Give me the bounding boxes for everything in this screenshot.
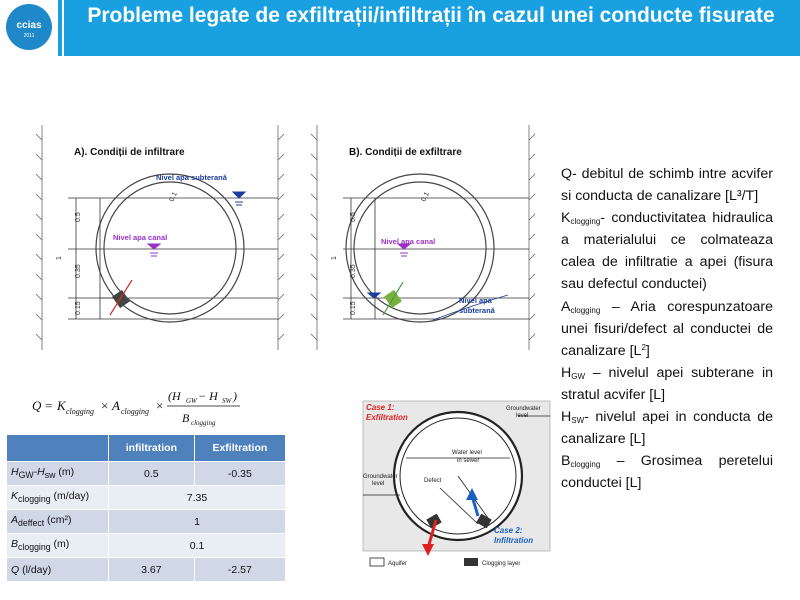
case2-label-1: Case 2: [494,526,523,535]
page-title: Probleme legate de exfiltrații/infiltrații în cazul unei conducte fisurate [87,4,775,27]
dim-035: 0.35 [350,264,357,278]
canal-level-label: Nivel apa canal [113,233,168,242]
diagram-b-title: B). Condiții de exfiltrare [349,147,462,158]
parameters-table [6,434,286,582]
dim-015: 0.15 [75,301,82,315]
cell-infiltration: 3.67 [109,558,195,582]
diagram-infiltration [28,120,293,355]
case1-label-1: Case 1: [366,403,395,412]
formula-q: Q [32,398,42,413]
table-row [7,486,286,510]
table-header-blank [7,435,109,462]
diagram-cases [360,398,553,584]
aquifer-swatch [370,558,384,566]
gw-level-left-1: Groundwater [363,474,398,480]
gw-level-right-2: level [516,413,529,419]
def-a: $A_{clogging}$ – Aria corespunzatoare unei fisuri/defect al conductei de canalizare $[L^2]$ [561,298,773,359]
ground-hatch-right [278,125,284,350]
row-label: $A_{deffect}$ (cm²) [7,510,109,534]
gw-level-label-1: Nivel apa [459,296,492,305]
defect-label: Defect [424,478,442,484]
logo-year: 2011 [23,33,35,39]
formula-k-sub: clogging [66,407,94,416]
formula-num-end: ) [233,389,237,403]
formula-k: K [57,398,66,413]
defect-crack [112,290,130,308]
def-b: $B_{clogging}$ – Grosimea peretelui conductei [L] [561,453,773,492]
row-label: $B_{clogging}$ (m) [7,534,109,558]
gw-level-label: Nivel apa subterană [156,173,227,182]
aquifer-label: Aquifer [388,561,408,567]
definitions-text [561,163,773,494]
water-sewer-2: in sewer [457,458,480,464]
table-row [7,462,286,486]
dim-1: 1 [56,256,63,260]
clogging-swatch [464,558,478,566]
water-sewer-1: Water level [452,450,482,456]
diagram-exfiltration [303,120,543,355]
clogging-layer-label: Clogging layer [482,561,521,567]
cell-exfiltration: -2.57 [194,558,285,582]
table-row [7,510,286,534]
case1-label-2: Exfiltration [366,413,408,422]
cell-merged: 0.1 [109,534,286,558]
gw-level-label-2: subterană [459,306,495,315]
dim-1: 1 [331,256,338,260]
logo [0,0,58,56]
formula-num-mid: − H [198,389,218,403]
dim-015: 0.15 [350,301,357,315]
cell-infiltration: 0.5 [109,462,195,486]
case2-label-2: Infiltration [494,536,534,545]
def-hsw: $H_{SW}-$ nivelul apei in conducta de canalizare [L] [561,409,773,448]
dim-05: 0.5 [350,212,357,222]
def-k: $K_{clogging}-$ conductivitatea hidraulica a materialului ce colmateaza calea de infiltratie a apei (fisura sau defectul conductei) [561,210,773,293]
formula-den: B [182,411,190,425]
formula-num-sw: SW [222,397,232,405]
header-bar [0,0,800,56]
formula-a-sub: clogging [121,407,149,416]
formula-times-1: × [101,398,109,413]
logo-circle [6,4,52,50]
exchange-formula [30,384,260,428]
canal-level-label: Nivel apa canal [381,237,436,246]
cell-exfiltration: -0.35 [194,462,285,486]
ground-hatch-left [36,125,42,350]
diagram-a-title: A). Condiții de infiltrare [74,147,185,158]
row-label: Q (l/day) [7,558,109,582]
gw-level-right-1: Groundwater [506,406,541,412]
formula-a: A [112,398,120,413]
formula-den-sub: clogging [191,419,216,427]
table-row [7,534,286,558]
def-q: Q- debitul de schimb intre acvifer si conducta de canalizare [L³/T] [561,166,773,205]
cell-merged: 1 [109,510,286,534]
table-header-infiltration: infiltration [109,435,195,462]
gw-level-left-2: level [372,481,385,487]
logo-text: ccias [16,20,42,31]
row-label: $H_{GW}-H_{sw}$ (m) [7,462,109,486]
dim-035: 0.35 [75,264,82,278]
formula-times-2: × [156,398,164,413]
def-hgw: $H_{GW}$ – nivelul apei subterane in stratul acvifer [L] [561,364,773,403]
dim-01: 0.1 [168,191,179,203]
dim-05: 0.5 [75,212,82,222]
header-divider [62,0,64,56]
formula-eq: = [45,398,53,413]
cell-merged: 7.35 [109,486,286,510]
dim-01: 0.1 [420,191,431,203]
row-label: $K_{clogging}$ (m/day) [7,486,109,510]
table-row [7,558,286,582]
table-header-exfiltration: Exfiltration [194,435,285,462]
formula-num-gw: GW [186,397,197,405]
formula-num: (H [168,389,181,403]
